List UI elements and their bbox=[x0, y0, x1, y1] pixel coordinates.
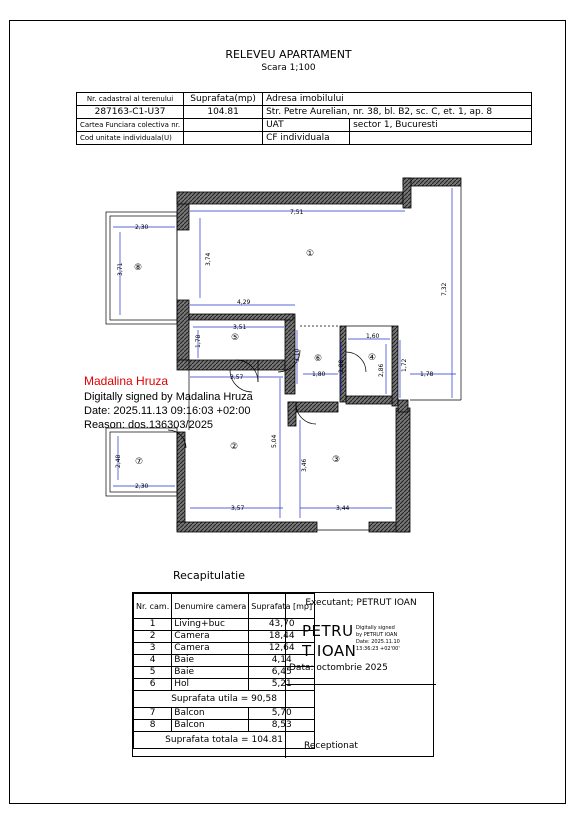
dim-1-78-left: 1,78 bbox=[195, 334, 202, 348]
dim-3-57-bottom: 3,57 bbox=[231, 505, 245, 512]
executant-panel bbox=[285, 593, 435, 758]
executant-name: Executant; PETRUT IOAN bbox=[305, 598, 417, 608]
document-title: RELEVEU APARTAMENT bbox=[225, 48, 352, 61]
nr-cadastral-label: Nr. cadastral al terenului bbox=[77, 93, 184, 106]
stamp-sig-line-3: Date: 2025.11.10 bbox=[356, 639, 400, 645]
uat-value: sector 1, Bucuresti bbox=[350, 119, 532, 132]
row-name: Hol bbox=[172, 679, 249, 691]
room-number-6: ⑥ bbox=[314, 354, 323, 364]
row-nr: 3 bbox=[134, 643, 172, 655]
dim-7-51: 7,51 bbox=[290, 209, 304, 216]
dim-3-44: 3,44 bbox=[336, 505, 350, 512]
receptionat-label: Receptionat bbox=[304, 741, 358, 751]
row-name: Camera bbox=[172, 643, 249, 655]
stamp-line-1: PETRU bbox=[302, 622, 354, 640]
col-suprafata-header: Suprafata [mp] bbox=[249, 594, 315, 619]
room-number-4: ④ bbox=[368, 353, 377, 363]
cf-label: CF individuala bbox=[263, 132, 350, 145]
row-area: 43,70 bbox=[249, 619, 315, 631]
dim-7-32: 7,32 bbox=[441, 282, 448, 296]
row-nr: 2 bbox=[134, 631, 172, 643]
stamp-sig-line-4: 13:36:23 +02'00' bbox=[356, 646, 400, 652]
row-nr: 1 bbox=[134, 619, 172, 631]
row-nr: 6 bbox=[134, 679, 172, 691]
row-nr: 4 bbox=[134, 655, 172, 667]
room-number-2: ② bbox=[230, 442, 239, 452]
stamp-sig-line-1: Digitally signed bbox=[356, 625, 395, 631]
room-number-8: ⑧ bbox=[134, 263, 143, 273]
divider bbox=[286, 684, 436, 685]
row-nr: 7 bbox=[134, 708, 172, 720]
row-name: Baie bbox=[172, 667, 249, 679]
suprafata-value: 104.81 bbox=[184, 106, 263, 119]
row-name: Baie bbox=[172, 655, 249, 667]
row-area: 4,14 bbox=[249, 655, 315, 667]
dim-2-88: 2,88 bbox=[338, 359, 345, 373]
row-area: 18,44 bbox=[249, 631, 315, 643]
col-denumire-header: Denumire camera bbox=[172, 594, 249, 619]
row-area: 5,21 bbox=[249, 679, 315, 691]
nr-cadastral-value: 287163-C1-U37 bbox=[77, 106, 184, 119]
stamp-sig-line-2: by PETRUT IOAN bbox=[356, 632, 398, 638]
dim-2-30-top: 2,30 bbox=[135, 224, 149, 231]
suprafata-label: Suprafata(mp) bbox=[184, 93, 263, 106]
dim-3-46: 3,46 bbox=[301, 458, 308, 472]
document-date: Data: octombrie 2025 bbox=[289, 663, 388, 673]
adresa-label: Adresa imobilului bbox=[263, 93, 532, 106]
dim-1-72: 1,72 bbox=[401, 358, 408, 372]
carte-funciara-label: Cartea Funciara colectiva nr. bbox=[77, 119, 184, 132]
dim-3-10: 3,10 bbox=[294, 348, 301, 362]
adresa-value: Str. Petre Aurelian, nr. 38, bl. B2, sc. C, et. 1, ap. 8 bbox=[263, 106, 532, 119]
row-name: Balcon bbox=[172, 708, 249, 720]
dim-3-71: 3,71 bbox=[117, 262, 124, 276]
signature-stamp bbox=[302, 621, 356, 661]
dim-1-78-right: 1,78 bbox=[420, 371, 434, 378]
row-area: 12,64 bbox=[249, 643, 315, 655]
dim-3-57-top: 3,57 bbox=[230, 374, 244, 381]
suprafata-totala: Suprafata totala = 104.81 bbox=[134, 732, 315, 749]
row-nr: 5 bbox=[134, 667, 172, 679]
dim-5-04: 5,04 bbox=[271, 434, 278, 448]
stamp-signature-details bbox=[356, 625, 400, 653]
room-number-3: ③ bbox=[332, 455, 341, 465]
row-nr: 8 bbox=[134, 720, 172, 732]
signature-signed-by: Digitally signed by Madalina Hruza bbox=[84, 391, 253, 403]
room-number-7: ⑦ bbox=[135, 457, 144, 467]
dim-2-30-bottom: 2,30 bbox=[135, 483, 149, 490]
row-name: Living+buc bbox=[172, 619, 249, 631]
dim-3-51: 3,51 bbox=[233, 324, 247, 331]
dim-2-86: 2,86 bbox=[378, 363, 385, 377]
signature-reason: Reason: dos.136303/2025 bbox=[84, 419, 214, 431]
row-name: Balcon bbox=[172, 720, 249, 732]
signature-date: Date: 2025.11.13 09:16:03 +02:00 bbox=[84, 405, 251, 417]
signer-name: Madalina Hruza bbox=[84, 374, 169, 388]
row-area: 5,70 bbox=[249, 708, 315, 720]
suprafata-utila: Suprafata utila = 90,58 bbox=[134, 691, 315, 708]
scale-label: Scara 1;100 bbox=[261, 63, 316, 73]
cod-unitate-label: Cod unitate individuala(U) bbox=[77, 132, 184, 145]
recap-box bbox=[132, 592, 434, 757]
dim-4-29: 4,29 bbox=[237, 299, 251, 306]
dim-1-60: 1,60 bbox=[366, 333, 380, 340]
dim-1-80: 1,80 bbox=[312, 371, 326, 378]
dim-3-74: 3,74 bbox=[205, 252, 212, 266]
row-area: 6,45 bbox=[249, 667, 315, 679]
row-name: Camera bbox=[172, 631, 249, 643]
row-area: 8,53 bbox=[249, 720, 315, 732]
uat-label: UAT bbox=[263, 119, 350, 132]
recap-title: Recapitulatie bbox=[173, 569, 245, 582]
room-number-1: ① bbox=[306, 249, 315, 259]
col-nr-header: Nr. cam. bbox=[134, 594, 172, 619]
stamp-line-2: T IOAN bbox=[302, 642, 357, 660]
room-number-5: ⑤ bbox=[231, 333, 240, 343]
dim-2-48: 2,48 bbox=[115, 454, 122, 468]
